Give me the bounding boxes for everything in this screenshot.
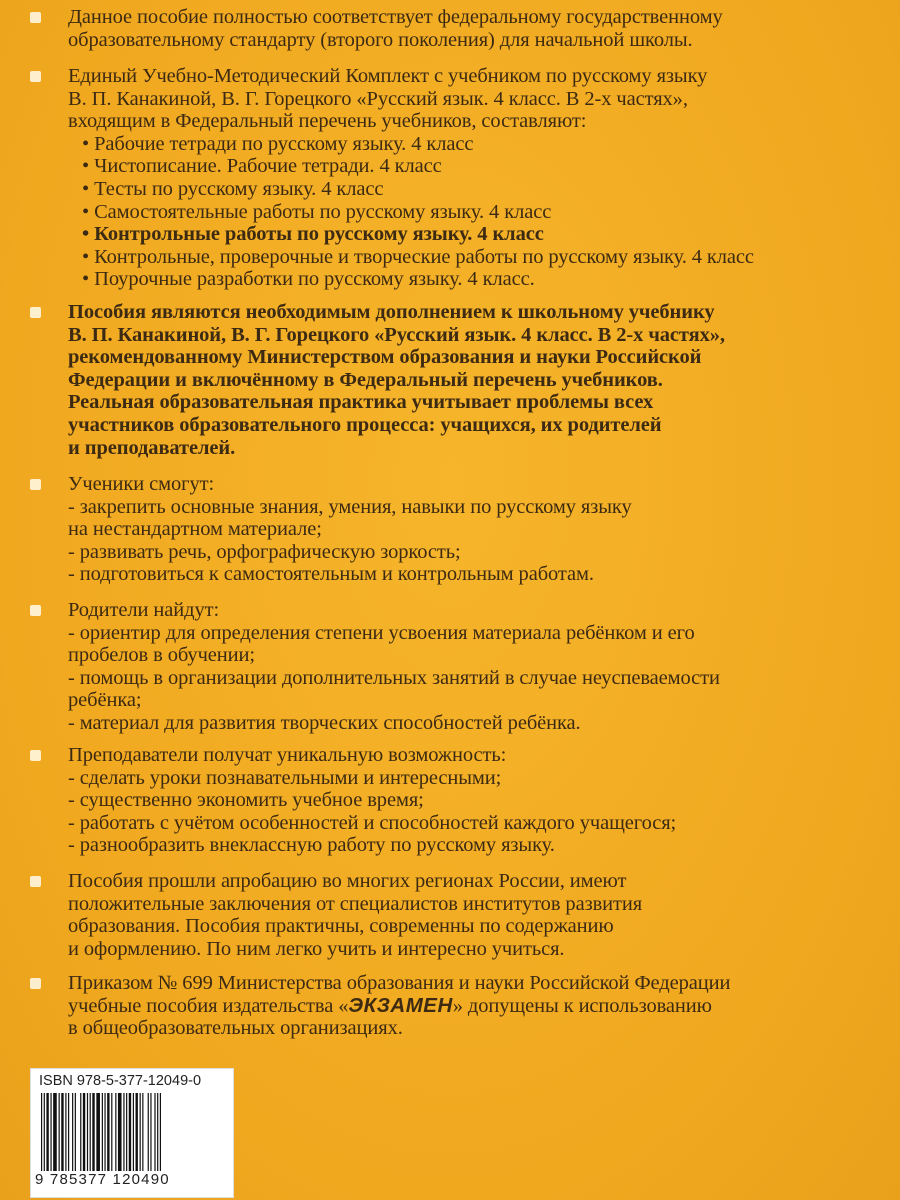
section-text [68,6,878,51]
text-line: - разнообразить внеклассную работу по русскому языку. [68,834,555,857]
text-line: - подготовиться к самостоятельным и контрольным работам. [68,563,594,586]
text-line: - материал для развития творческих способностей ребёнка. [68,711,581,734]
text-line: - закрепить основные знания, умения, навыки по русскому языку [68,495,632,518]
section-text [68,870,878,960]
text-line: участников образовательного процесса: учащихся, их родителей [68,413,662,436]
text-line: В. П. Канакиной, В. Г. Горецкого «Русский язык. 4 класс. В 2-х частях», [68,87,688,110]
publisher-brand: ЭКЗАМЕН [348,993,453,1017]
section-text [68,972,878,1040]
text-line: в общеобразовательных организациях. [68,1017,403,1040]
bullet-icon [30,307,41,318]
list-item: • Контрольные работы по русскому языку. 4 класс [82,223,544,246]
text-line: - развивать речь, орфографическую зоркость; [68,540,461,563]
text-line: - работать с учётом особенностей и способностей каждого учащегося; [68,811,677,834]
text-line: - существенно экономить учебное время; [68,789,424,812]
list-item: • Поурочные разработки по русскому языку. 4 класс. [82,268,535,291]
text-line: Единый Учебно-Методический Комплект с учебником по русскому языку [68,65,708,87]
list-item-label: Чистописание. Рабочие тетради. 4 класс [94,155,442,178]
section-text [68,599,878,735]
text-line: Пособия прошли апробацию во многих регионах России, имеют [68,870,627,892]
text-line: пробелов в обучении; [68,644,255,667]
text-line: Реальная образовательная практика учитывает проблемы всех [68,391,654,414]
text-line: и преподавателей. [68,436,236,459]
list-item: • Чистописание. Рабочие тетради. 4 класс [82,155,442,178]
section-text [68,301,878,459]
text-line: В. П. Канакиной, В. Г. Горецкого «Русский язык. 4 класс. В 2-х частях», [68,323,725,346]
text-line: ребёнка; [68,689,142,712]
text-line: Приказом № 699 Министерства образования и науки Российской Федерации [68,972,731,994]
text-line: положительные заключения от специалистов институтов развития [68,892,643,915]
bullet-icon [30,750,41,761]
isbn-barcode-box [30,1068,234,1198]
list-item: • Контрольные, проверочные и творческие работы по русскому языку. 4 класс [82,245,754,268]
list-item-label: Контрольные работы по русскому языку. 4 класс [94,223,544,246]
text-fragment: » допущены к использованию [452,994,712,1017]
section-text [68,744,878,857]
bullet-icon [30,71,41,82]
list-item-label: Самостоятельные работы по русскому языку. 4 класс [94,200,552,223]
bullet-icon [30,876,41,887]
text-line: Ученики смогут: [68,473,215,495]
section-text [68,65,878,291]
barcode-digits: 9 785377 120490 [35,1171,170,1188]
list-item: • Тесты по русскому языку. 4 класс [82,177,384,200]
isbn-label: ISBN 978-5-377-12049-0 [39,1073,202,1089]
bullet-icon [30,605,41,616]
list-item-label: Поурочные разработки по русскому языку. 4 класс. [94,268,535,291]
list-item-label: Тесты по русскому языку. 4 класс [94,177,384,200]
text-line [68,995,878,1018]
text-line: и оформлению. По ним легко учить и интересно учиться. [68,937,565,960]
list-item-label: Рабочие тетради по русскому языку. 4 класс [94,132,474,155]
text-line: Пособия являются необходимым дополнением к школьному учебнику [68,301,715,323]
text-line: входящим в Федеральный перечень учебников, составляют: [68,110,587,133]
text-line: образования. Пособия практичны, современны по содержанию [68,915,614,938]
section-text [68,473,878,586]
text-line: на нестандартном материале; [68,518,322,541]
list-item: • Самостоятельные работы по русскому языку. 4 класс [82,200,552,223]
text-line: Преподаватели получат уникальную возможность: [68,744,507,766]
text-line: образовательному стандарту (второго поколения) для начальной школы. [68,28,693,51]
text-line: - ориентир для определения степени усвоения материала ребёнком и его [68,621,695,644]
list-item-label: Контрольные, проверочные и творческие работы по русскому языку. 4 класс [94,245,754,268]
text-line: Федерации и включённому в Федеральный перечень учебников. [68,368,663,391]
bullet-icon [30,978,41,989]
bullet-icon [30,479,41,490]
text-line: рекомендованному Министерством образования и науки Российской [68,346,702,369]
text-fragment: учебные пособия издательства « [68,994,349,1017]
barcode-icon [39,1093,225,1179]
bullet-icon [30,12,41,23]
text-line: - сделать уроки познавательными и интересными; [68,766,502,789]
text-line: Данное пособие полностью соответствует федеральному государственному [68,6,723,28]
list-item: • Рабочие тетради по русскому языку. 4 класс [82,132,474,155]
text-line: Родители найдут: [68,599,220,621]
text-line: - помощь в организации дополнительных занятий в случае неуспеваемости [68,666,720,689]
